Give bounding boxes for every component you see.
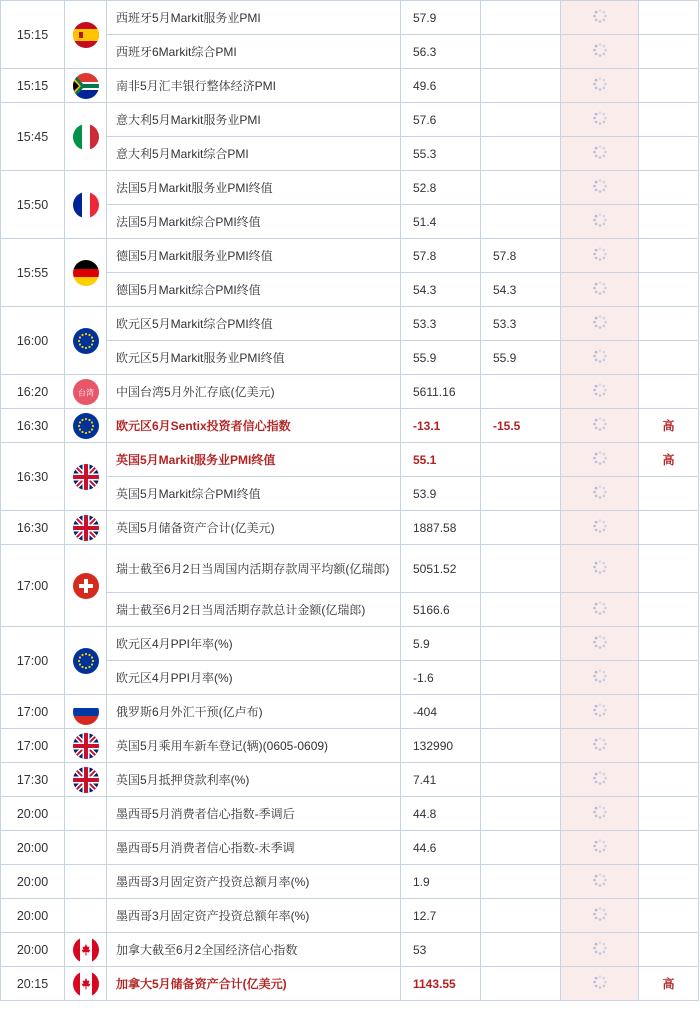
actual-value: 1887.58 <box>401 511 481 545</box>
actual-value: 57.9 <box>401 1 481 35</box>
loading-spinner-icon <box>592 940 608 959</box>
importance-level <box>639 545 699 593</box>
loading-cell <box>561 307 639 341</box>
forecast-value <box>481 375 561 409</box>
table-row <box>1 545 699 593</box>
loading-spinner-icon <box>592 702 608 721</box>
importance-level <box>639 35 699 69</box>
loading-cell <box>561 729 639 763</box>
event-name[interactable]: 西班牙6Markit综合PMI <box>107 35 401 69</box>
forecast-value <box>481 443 561 477</box>
event-time: 16:30 <box>1 409 65 443</box>
event-time: 20:00 <box>1 831 65 865</box>
actual-value: 57.8 <box>401 239 481 273</box>
forecast-value <box>481 1 561 35</box>
country-flag-cell <box>65 511 107 545</box>
country-flag-cell <box>65 409 107 443</box>
actual-value: 5.9 <box>401 627 481 661</box>
importance-level <box>639 661 699 695</box>
forecast-value <box>481 831 561 865</box>
country-flag-cell <box>65 831 107 865</box>
forecast-value <box>481 899 561 933</box>
event-time: 15:55 <box>1 239 65 307</box>
country-flag-cell <box>65 171 107 239</box>
event-name[interactable]: 瑞士截至6月2日当周活期存款总计金额(亿瑞郎) <box>107 593 401 627</box>
loading-cell <box>561 695 639 729</box>
loading-cell <box>561 35 639 69</box>
eurozone-flag-icon <box>73 413 99 439</box>
actual-value: 55.3 <box>401 137 481 171</box>
actual-value: 53.9 <box>401 477 481 511</box>
loading-cell <box>561 797 639 831</box>
country-flag-cell <box>65 375 107 409</box>
uk-flag-icon <box>73 515 99 541</box>
loading-spinner-icon <box>592 668 608 687</box>
forecast-value <box>481 69 561 103</box>
loading-spinner-icon <box>592 634 608 653</box>
uk-flag-icon <box>73 464 99 490</box>
country-flag-cell <box>65 443 107 511</box>
actual-value: 53.3 <box>401 307 481 341</box>
importance-level <box>639 593 699 627</box>
forecast-value <box>481 477 561 511</box>
event-name[interactable]: 欧元区5月Markit服务业PMI终值 <box>107 341 401 375</box>
actual-value: 49.6 <box>401 69 481 103</box>
loading-cell <box>561 593 639 627</box>
importance-level <box>639 695 699 729</box>
loading-spinner-icon <box>592 280 608 299</box>
actual-value: -1.6 <box>401 661 481 695</box>
event-time: 17:00 <box>1 729 65 763</box>
event-time: 17:00 <box>1 627 65 695</box>
table-row <box>1 797 699 831</box>
loading-spinner-icon <box>592 770 608 789</box>
actual-value: 54.3 <box>401 273 481 307</box>
forecast-value: 53.3 <box>481 307 561 341</box>
importance-level <box>639 239 699 273</box>
forecast-value <box>481 661 561 695</box>
country-flag-cell <box>65 797 107 831</box>
importance-level <box>639 477 699 511</box>
loading-spinner-icon <box>592 212 608 231</box>
country-flag-cell <box>65 239 107 307</box>
country-flag-cell <box>65 307 107 375</box>
actual-value: 44.8 <box>401 797 481 831</box>
table-row <box>1 443 699 477</box>
event-name[interactable]: 欧元区5月Markit综合PMI终值 <box>107 307 401 341</box>
event-name[interactable]: 欧元区4月PPI月率(%) <box>107 661 401 695</box>
event-time: 20:00 <box>1 797 65 831</box>
forecast-value <box>481 593 561 627</box>
importance-level: 高 <box>639 443 699 477</box>
loading-cell <box>561 103 639 137</box>
importance-level <box>639 511 699 545</box>
table-row <box>1 375 699 409</box>
event-time: 17:00 <box>1 545 65 627</box>
loading-cell <box>561 239 639 273</box>
loading-spinner-icon <box>592 600 608 619</box>
country-flag-cell <box>65 763 107 797</box>
eurozone-flag-icon <box>73 648 99 674</box>
uk-flag-icon <box>73 733 99 759</box>
importance-level <box>639 627 699 661</box>
forecast-value <box>481 545 561 593</box>
loading-cell <box>561 661 639 695</box>
loading-spinner-icon <box>592 484 608 503</box>
importance-level <box>639 103 699 137</box>
loading-spinner-icon <box>592 559 608 578</box>
importance-level <box>639 763 699 797</box>
forecast-value <box>481 729 561 763</box>
loading-spinner-icon <box>592 178 608 197</box>
forecast-value: 57.8 <box>481 239 561 273</box>
forecast-value <box>481 967 561 1001</box>
loading-spinner-icon <box>592 974 608 993</box>
actual-value: -404 <box>401 695 481 729</box>
canada-flag-icon <box>73 937 99 963</box>
country-flag-cell <box>65 729 107 763</box>
actual-value: 44.6 <box>401 831 481 865</box>
actual-value: 57.6 <box>401 103 481 137</box>
table-row <box>1 695 699 729</box>
table-row <box>1 865 699 899</box>
importance-level <box>639 865 699 899</box>
event-name[interactable]: 英国5月乘用车新车登记(辆)(0605-0609) <box>107 729 401 763</box>
forecast-value <box>481 695 561 729</box>
event-name[interactable]: 墨西哥5月消费者信心指数-季调后 <box>107 797 401 831</box>
table-row <box>1 69 699 103</box>
importance-level <box>639 899 699 933</box>
importance-level: 高 <box>639 967 699 1001</box>
france-flag-icon <box>73 192 99 218</box>
forecast-value: 55.9 <box>481 341 561 375</box>
event-name[interactable]: 意大利5月Markit综合PMI <box>107 137 401 171</box>
event-time: 15:45 <box>1 103 65 171</box>
table-row <box>1 239 699 273</box>
loading-spinner-icon <box>592 8 608 27</box>
forecast-value: -15.5 <box>481 409 561 443</box>
actual-value: 56.3 <box>401 35 481 69</box>
event-time: 17:30 <box>1 763 65 797</box>
event-time: 15:15 <box>1 1 65 69</box>
event-name[interactable]: 法国5月Markit服务业PMI终值 <box>107 171 401 205</box>
event-name[interactable]: 墨西哥3月固定资产投资总额年率(%) <box>107 899 401 933</box>
country-flag-cell <box>65 103 107 171</box>
loading-spinner-icon <box>592 906 608 925</box>
loading-spinner-icon <box>592 246 608 265</box>
country-flag-cell <box>65 627 107 695</box>
event-name[interactable]: 英国5月储备资产合计(亿美元) <box>107 511 401 545</box>
event-time: 17:00 <box>1 695 65 729</box>
event-time: 16:00 <box>1 307 65 375</box>
loading-spinner-icon <box>592 450 608 469</box>
actual-value: 53 <box>401 933 481 967</box>
event-name[interactable]: 中国台湾5月外汇存底(亿美元) <box>107 375 401 409</box>
event-time: 16:20 <box>1 375 65 409</box>
event-name[interactable]: 德国5月Markit服务业PMI终值 <box>107 239 401 273</box>
taiwan-badge-icon <box>73 379 99 405</box>
table-row <box>1 831 699 865</box>
table-row <box>1 409 699 443</box>
event-name[interactable]: 英国5月抵押贷款利率(%) <box>107 763 401 797</box>
forecast-value: 54.3 <box>481 273 561 307</box>
table-row <box>1 899 699 933</box>
forecast-value <box>481 865 561 899</box>
event-time: 20:00 <box>1 899 65 933</box>
loading-spinner-icon <box>592 110 608 129</box>
event-name[interactable]: 欧元区4月PPI年率(%) <box>107 627 401 661</box>
country-flag-cell <box>65 69 107 103</box>
switzerland-flag-icon <box>73 573 99 599</box>
loading-spinner-icon <box>592 804 608 823</box>
event-time: 15:50 <box>1 171 65 239</box>
event-time: 16:30 <box>1 443 65 511</box>
loading-cell <box>561 1 639 35</box>
importance-level <box>639 1 699 35</box>
loading-cell <box>561 831 639 865</box>
forecast-value <box>481 35 561 69</box>
importance-level <box>639 69 699 103</box>
loading-cell <box>561 967 639 1001</box>
table-row <box>1 763 699 797</box>
calendar-body <box>1 1 699 1001</box>
canada-flag-icon <box>73 971 99 997</box>
russia-flag-icon <box>73 699 99 725</box>
loading-cell <box>561 341 639 375</box>
event-time: 20:15 <box>1 967 65 1001</box>
country-flag-cell <box>65 695 107 729</box>
event-name[interactable]: 加拿大截至6月2全国经济信心指数 <box>107 933 401 967</box>
actual-value: 52.8 <box>401 171 481 205</box>
south-africa-flag-icon <box>73 73 99 99</box>
table-row <box>1 103 699 137</box>
loading-spinner-icon <box>592 736 608 755</box>
forecast-value <box>481 933 561 967</box>
importance-level <box>639 729 699 763</box>
event-name[interactable]: 英国5月Markit服务业PMI终值 <box>107 443 401 477</box>
importance-level <box>639 933 699 967</box>
loading-cell <box>561 171 639 205</box>
importance-level <box>639 341 699 375</box>
forecast-value <box>481 171 561 205</box>
forecast-value <box>481 511 561 545</box>
forecast-value <box>481 797 561 831</box>
loading-cell <box>561 409 639 443</box>
actual-value: 12.7 <box>401 899 481 933</box>
forecast-value <box>481 103 561 137</box>
forecast-value <box>481 627 561 661</box>
actual-value: -13.1 <box>401 409 481 443</box>
loading-cell <box>561 477 639 511</box>
actual-value: 5051.52 <box>401 545 481 593</box>
loading-cell <box>561 511 639 545</box>
importance-level <box>639 307 699 341</box>
loading-cell <box>561 763 639 797</box>
loading-spinner-icon <box>592 42 608 61</box>
table-row <box>1 967 699 1001</box>
loading-spinner-icon <box>592 382 608 401</box>
actual-value: 51.4 <box>401 205 481 239</box>
loading-cell <box>561 69 639 103</box>
event-name[interactable]: 加拿大5月储备资产合计(亿美元) <box>107 967 401 1001</box>
actual-value: 1143.55 <box>401 967 481 1001</box>
loading-cell <box>561 933 639 967</box>
loading-spinner-icon <box>592 518 608 537</box>
event-name[interactable]: 南非5月汇丰银行整体经济PMI <box>107 69 401 103</box>
actual-value: 55.1 <box>401 443 481 477</box>
importance-level <box>639 137 699 171</box>
importance-level <box>639 205 699 239</box>
actual-value: 7.41 <box>401 763 481 797</box>
table-row <box>1 171 699 205</box>
actual-value: 5611.16 <box>401 375 481 409</box>
event-name[interactable]: 意大利5月Markit服务业PMI <box>107 103 401 137</box>
loading-spinner-icon <box>592 144 608 163</box>
loading-spinner-icon <box>592 314 608 333</box>
uk-flag-icon <box>73 767 99 793</box>
loading-cell <box>561 865 639 899</box>
importance-level: 高 <box>639 409 699 443</box>
loading-spinner-icon <box>592 838 608 857</box>
table-row <box>1 511 699 545</box>
loading-cell <box>561 545 639 593</box>
importance-level <box>639 797 699 831</box>
importance-level <box>639 831 699 865</box>
forecast-value <box>481 205 561 239</box>
event-name[interactable]: 墨西哥5月消费者信心指数-未季调 <box>107 831 401 865</box>
event-time: 15:15 <box>1 69 65 103</box>
country-flag-cell <box>65 865 107 899</box>
loading-spinner-icon <box>592 416 608 435</box>
event-name[interactable]: 法国5月Markit综合PMI终值 <box>107 205 401 239</box>
table-row <box>1 1 699 35</box>
forecast-value <box>481 137 561 171</box>
country-flag-cell <box>65 545 107 627</box>
event-time: 20:00 <box>1 865 65 899</box>
country-flag-cell <box>65 899 107 933</box>
table-row <box>1 307 699 341</box>
actual-value: 132990 <box>401 729 481 763</box>
actual-value: 1.9 <box>401 865 481 899</box>
event-name[interactable]: 瑞士截至6月2日当周国内活期存款周平均额(亿瑞郎) <box>107 545 401 593</box>
table-row <box>1 627 699 661</box>
event-time: 20:00 <box>1 933 65 967</box>
actual-value: 5166.6 <box>401 593 481 627</box>
loading-spinner-icon <box>592 872 608 891</box>
italy-flag-icon <box>73 124 99 150</box>
event-name[interactable]: 欧元区6月Sentix投资者信心指数 <box>107 409 401 443</box>
loading-cell <box>561 443 639 477</box>
importance-level <box>639 273 699 307</box>
event-name[interactable]: 西班牙5月Markit服务业PMI <box>107 1 401 35</box>
loading-cell <box>561 899 639 933</box>
loading-cell <box>561 137 639 171</box>
germany-flag-icon <box>73 260 99 286</box>
event-name[interactable]: 德国5月Markit综合PMI终值 <box>107 273 401 307</box>
event-name[interactable]: 墨西哥3月固定资产投资总额月率(%) <box>107 865 401 899</box>
actual-value: 55.9 <box>401 341 481 375</box>
country-flag-cell <box>65 967 107 1001</box>
country-flag-cell <box>65 1 107 69</box>
loading-cell <box>561 627 639 661</box>
forecast-value <box>481 763 561 797</box>
loading-cell <box>561 205 639 239</box>
importance-level <box>639 375 699 409</box>
country-flag-cell <box>65 933 107 967</box>
table-row <box>1 729 699 763</box>
table-row <box>1 933 699 967</box>
taiwan-badge-label: 台湾 <box>77 388 94 397</box>
loading-cell <box>561 273 639 307</box>
event-name[interactable]: 俄罗斯6月外汇干预(亿卢布) <box>107 695 401 729</box>
spain-flag-icon <box>73 22 99 48</box>
loading-spinner-icon <box>592 348 608 367</box>
event-name[interactable]: 英国5月Markit综合PMI终值 <box>107 477 401 511</box>
loading-cell <box>561 375 639 409</box>
eurozone-flag-icon <box>73 328 99 354</box>
loading-spinner-icon <box>592 76 608 95</box>
importance-level <box>639 171 699 205</box>
event-time: 16:30 <box>1 511 65 545</box>
